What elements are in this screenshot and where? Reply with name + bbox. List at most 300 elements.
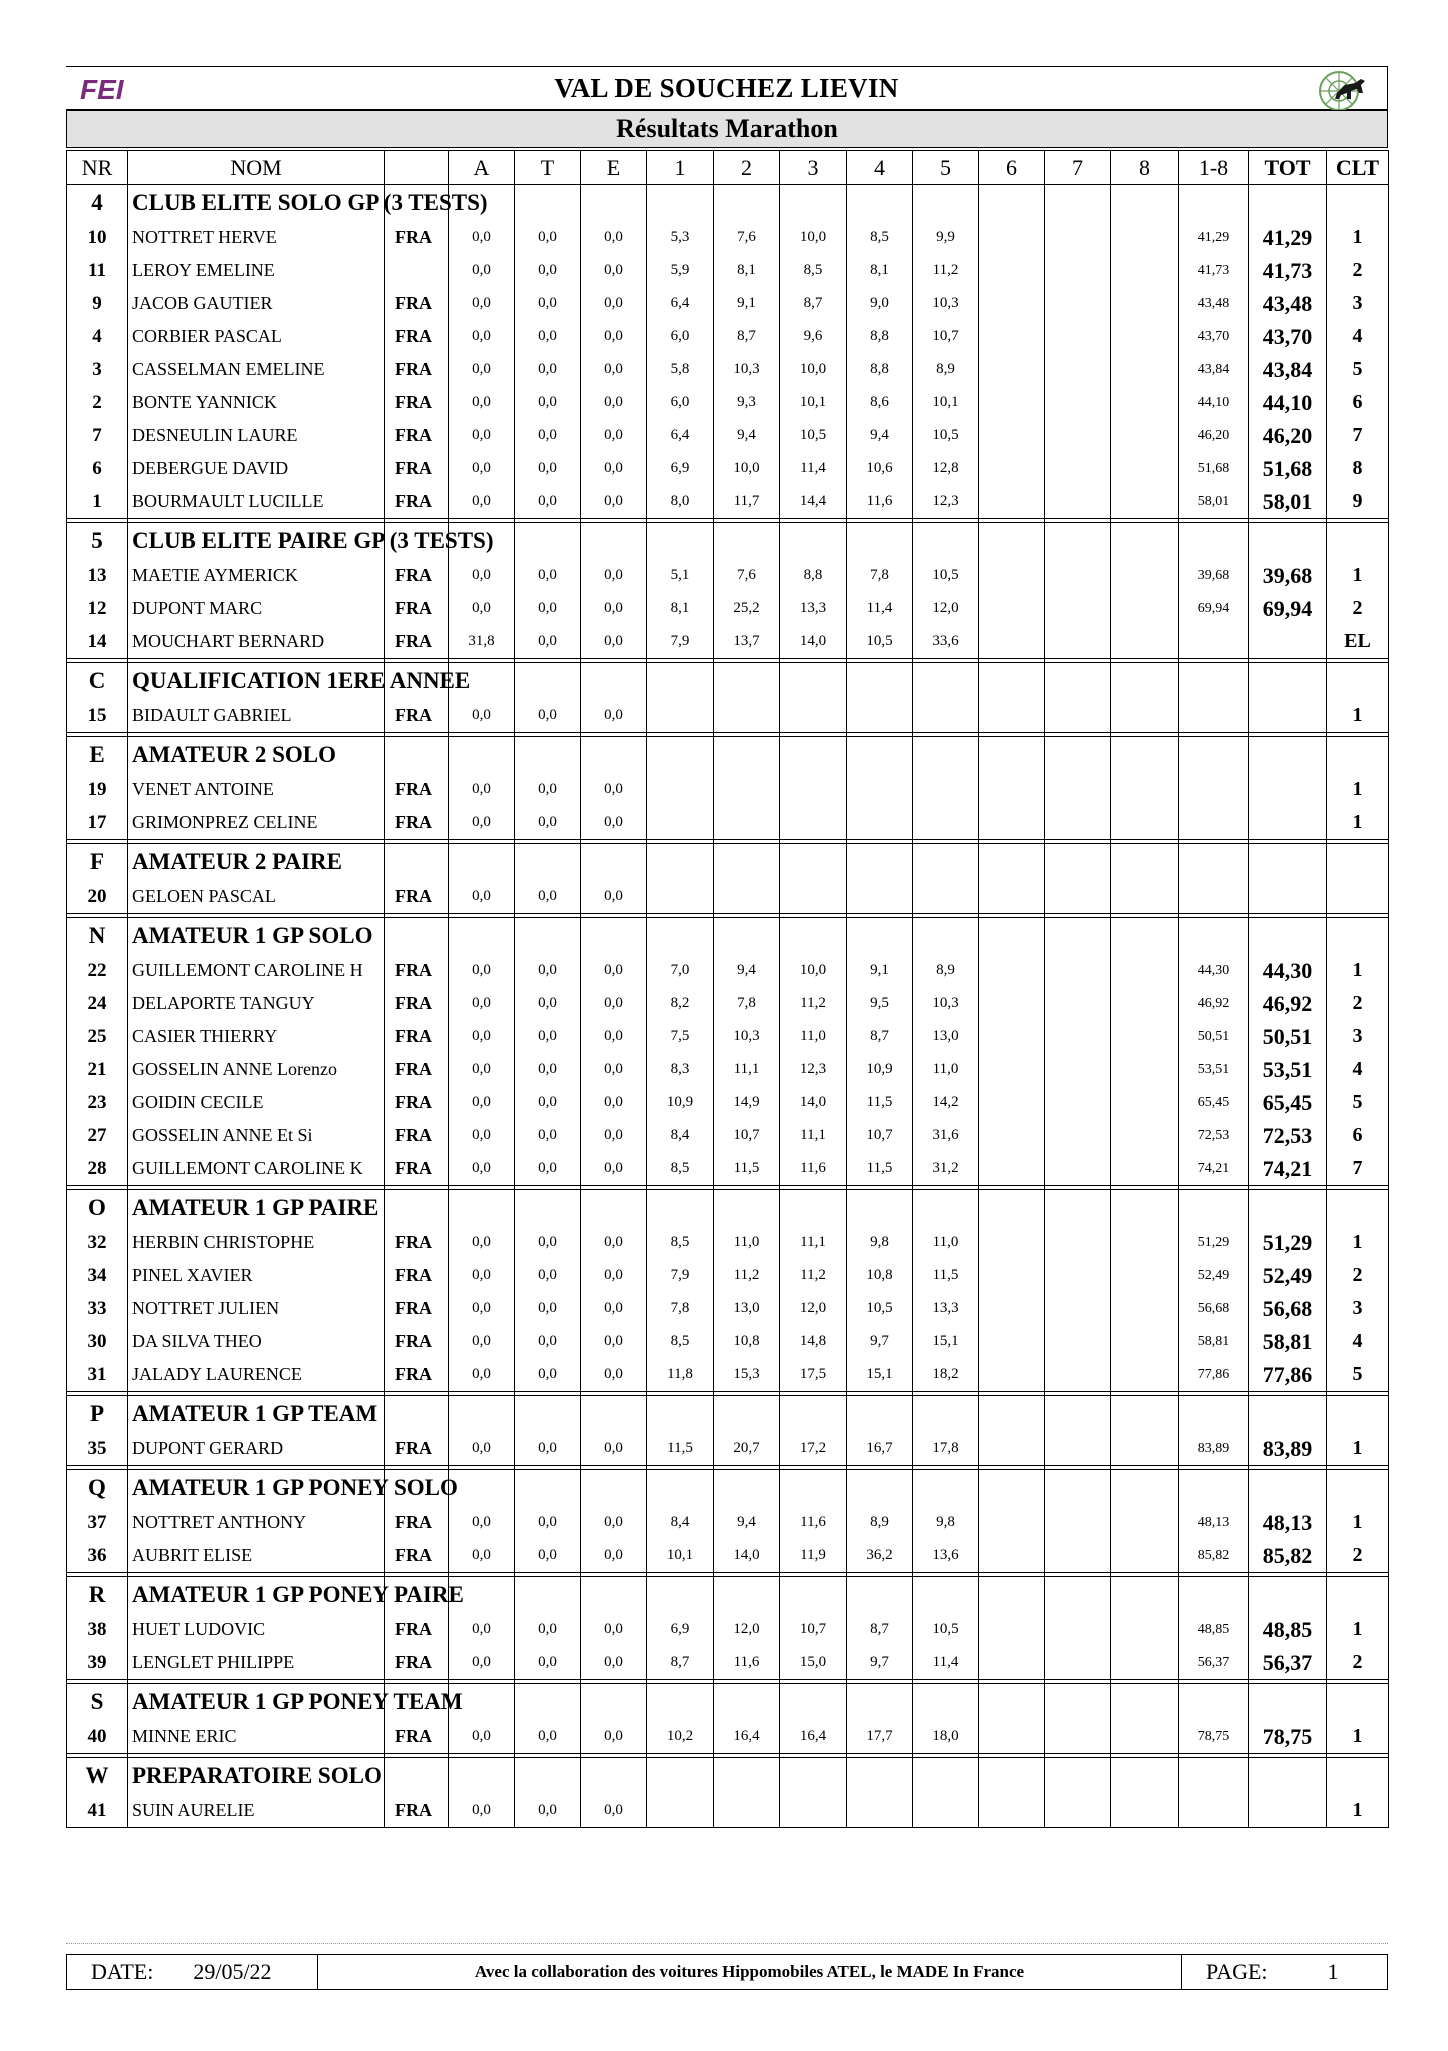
obstacles-subtotal: 83,89 [1179,1432,1249,1466]
empty-cell [1249,663,1327,700]
nationality: FRA [385,485,449,519]
competitor-number: 17 [67,806,128,840]
obstacle-1-score: 10,2 [647,1720,714,1754]
obstacle-6-score [979,1152,1045,1186]
total-score [1249,773,1327,806]
obstacle-3-score: 11,0 [780,1020,847,1053]
rank: 2 [1327,1539,1389,1573]
obstacle-7-score [1045,485,1111,519]
obstacle-6-score [979,954,1045,987]
total-score: 83,89 [1249,1432,1327,1466]
category-row [67,185,1389,222]
penalty-e: 0,0 [581,1720,647,1754]
obstacle-3-score: 15,0 [780,1646,847,1680]
obstacle-3-score [780,699,847,733]
obstacles-subtotal: 51,29 [1179,1226,1249,1259]
footer-credit: Avec la collaboration des voitures Hippomobiles ATEL, le MADE In France [318,1955,1182,1989]
penalty-t: 0,0 [515,1152,581,1186]
obstacle-5-score: 18,0 [913,1720,979,1754]
empty-cell [1179,1190,1249,1227]
obstacle-4-score [847,773,913,806]
obstacle-5-score: 11,5 [913,1259,979,1292]
penalty-t: 0,0 [515,1506,581,1539]
obstacle-1-score [647,880,714,914]
competitor-number: 9 [67,287,128,320]
obstacle-8-score [1111,559,1179,592]
empty-cell [1179,1684,1249,1721]
empty-cell [1179,1758,1249,1795]
obstacle-6-score [979,1119,1045,1152]
obstacle-6-score [979,699,1045,733]
category-row [67,1396,1389,1433]
obstacle-1-score: 6,9 [647,1613,714,1646]
obstacle-5-score: 11,0 [913,1053,979,1086]
category-code: F [67,844,128,881]
total-score [1249,880,1327,914]
total-score: 52,49 [1249,1259,1327,1292]
rank: 6 [1327,386,1389,419]
obstacle-7-score [1045,1325,1111,1358]
total-score: 43,84 [1249,353,1327,386]
nationality: FRA [385,880,449,914]
obstacle-6-score [979,1613,1045,1646]
category-name-cell [128,844,385,881]
obstacle-2-score: 14,0 [714,1539,780,1573]
empty-cell [847,918,913,955]
obstacle-3-score: 10,5 [780,419,847,452]
nationality: FRA [385,806,449,840]
category-row [67,844,1389,881]
obstacle-8-score [1111,1325,1179,1358]
obstacle-2-score [714,699,780,733]
category-name: AMATEUR 1 GP PONEY TEAM [132,1689,463,1714]
empty-cell [1327,1684,1389,1721]
obstacle-2-score: 10,3 [714,1020,780,1053]
obstacle-3-score [780,1794,847,1828]
empty-cell [1045,1758,1111,1795]
competitor-name: CASIER THIERRY [128,1020,385,1053]
competitor-name: JALADY LAURENCE [128,1358,385,1392]
obstacle-2-score [714,1794,780,1828]
obstacle-6-score [979,452,1045,485]
penalty-e: 0,0 [581,320,647,353]
obstacles-subtotal: 85,82 [1179,1539,1249,1573]
empty-cell [1179,185,1249,222]
obstacle-5-score: 17,8 [913,1432,979,1466]
table-header-row [67,151,1389,185]
rank: 8 [1327,452,1389,485]
obstacle-8-score [1111,1020,1179,1053]
obstacle-7-score [1045,954,1111,987]
empty-cell [449,1470,515,1507]
empty-cell [647,523,714,560]
penalty-a: 0,0 [449,1053,515,1086]
obstacle-8-score [1111,1720,1179,1754]
competitor-number: 14 [67,625,128,659]
empty-cell [913,1577,979,1614]
total-score [1249,1794,1327,1828]
obstacle-4-score: 10,9 [847,1053,913,1086]
obstacle-1-score: 10,1 [647,1539,714,1573]
obstacle-4-score: 11,5 [847,1152,913,1186]
obstacle-5-score: 9,9 [913,221,979,254]
obstacle-2-score: 25,2 [714,592,780,625]
obstacle-7-score [1045,1539,1111,1573]
competitor-name: GOSSELIN ANNE Lorenzo [128,1053,385,1086]
obstacles-subtotal: 43,70 [1179,320,1249,353]
empty-cell [647,1190,714,1227]
obstacle-1-score: 6,0 [647,320,714,353]
empty-cell [1327,737,1389,774]
empty-cell [581,737,647,774]
nationality: FRA [385,419,449,452]
column-header: 2 [714,151,780,185]
total-score: 53,51 [1249,1053,1327,1086]
rank: 1 [1327,221,1389,254]
obstacle-2-score: 7,6 [714,559,780,592]
obstacle-8-score [1111,419,1179,452]
empty-cell [1111,1470,1179,1507]
empty-cell [1327,1470,1389,1507]
obstacle-5-score: 11,2 [913,254,979,287]
nationality: FRA [385,625,449,659]
obstacle-6-score [979,1259,1045,1292]
empty-cell [913,663,979,700]
obstacle-7-score [1045,287,1111,320]
competitor-number: 32 [67,1226,128,1259]
empty-cell [714,1577,780,1614]
obstacle-3-score: 14,0 [780,1086,847,1119]
category-code: Q [67,1470,128,1507]
nationality: FRA [385,1720,449,1754]
total-score: 43,48 [1249,287,1327,320]
obstacle-2-score: 9,4 [714,954,780,987]
empty-cell [581,1684,647,1721]
penalty-t: 0,0 [515,1053,581,1086]
obstacle-8-score [1111,592,1179,625]
obstacles-subtotal: 44,30 [1179,954,1249,987]
penalty-a: 0,0 [449,1226,515,1259]
obstacle-3-score: 10,1 [780,386,847,419]
obstacle-2-score: 9,4 [714,419,780,452]
obstacle-2-score: 7,8 [714,987,780,1020]
category-code: N [67,918,128,955]
competitor-number: 38 [67,1613,128,1646]
category-name-cell [128,1577,464,1614]
obstacle-8-score [1111,1506,1179,1539]
obstacle-5-score: 13,3 [913,1292,979,1325]
obstacles-subtotal [1179,773,1249,806]
category-row [67,1190,1389,1227]
column-header: 7 [1045,151,1111,185]
empty-cell [1045,1577,1111,1614]
empty-cell [581,1190,647,1227]
total-score: 48,85 [1249,1613,1327,1646]
empty-cell [1327,844,1389,881]
empty-cell [913,844,979,881]
obstacle-4-score: 8,6 [847,386,913,419]
penalty-t: 0,0 [515,1432,581,1466]
nationality [385,254,449,287]
obstacle-1-score: 8,4 [647,1506,714,1539]
obstacle-4-score [847,699,913,733]
table-row [67,699,1389,733]
penalty-t: 0,0 [515,1292,581,1325]
obstacle-6-score [979,419,1045,452]
table-row [67,1506,1389,1539]
competitor-name: MAETIE AYMERICK [128,559,385,592]
obstacle-5-score: 12,0 [913,592,979,625]
competitor-number: 24 [67,987,128,1020]
penalty-e: 0,0 [581,1259,647,1292]
penalty-t: 0,0 [515,221,581,254]
penalty-t: 0,0 [515,987,581,1020]
category-name: CLUB ELITE SOLO GP (3 TESTS) [132,190,488,215]
obstacle-6-score [979,987,1045,1020]
empty-cell [847,185,913,222]
obstacle-5-score: 13,0 [913,1020,979,1053]
obstacle-8-score [1111,1119,1179,1152]
obstacle-8-score [1111,1613,1179,1646]
empty-cell [714,185,780,222]
empty-cell [1111,523,1179,560]
competitor-number: 1 [67,485,128,519]
rank: 3 [1327,1020,1389,1053]
empty-cell [1249,737,1327,774]
obstacle-7-score [1045,386,1111,419]
category-code: C [67,663,128,700]
empty-cell [913,185,979,222]
penalty-a: 0,0 [449,1720,515,1754]
obstacle-4-score: 11,5 [847,1086,913,1119]
table-row [67,1432,1389,1466]
obstacle-1-score: 8,0 [647,485,714,519]
empty-cell [714,523,780,560]
empty-cell [647,1684,714,1721]
rank: 1 [1327,773,1389,806]
penalty-a: 0,0 [449,419,515,452]
obstacle-1-score [647,1794,714,1828]
total-score: 44,10 [1249,386,1327,419]
empty-cell [979,1396,1045,1433]
competitor-number: 37 [67,1506,128,1539]
empty-cell [780,1684,847,1721]
obstacles-subtotal [1179,699,1249,733]
empty-cell [515,918,581,955]
obstacle-7-score [1045,1226,1111,1259]
penalty-t: 0,0 [515,1086,581,1119]
empty-cell [1111,1758,1179,1795]
competitor-name: HERBIN CHRISTOPHE [128,1226,385,1259]
total-score: 77,86 [1249,1358,1327,1392]
competitor-number: 34 [67,1259,128,1292]
obstacles-subtotal: 56,37 [1179,1646,1249,1680]
empty-cell [979,1190,1045,1227]
obstacle-2-score [714,773,780,806]
obstacle-1-score: 7,8 [647,1292,714,1325]
total-score: 46,20 [1249,419,1327,452]
obstacle-8-score [1111,1646,1179,1680]
event-title: VAL DE SOUCHEZ LIEVIN [554,73,899,103]
obstacle-7-score [1045,1794,1111,1828]
nationality: FRA [385,1086,449,1119]
competitor-number: 22 [67,954,128,987]
obstacle-4-score: 9,1 [847,954,913,987]
obstacle-3-score: 14,4 [780,485,847,519]
penalty-e: 0,0 [581,1358,647,1392]
penalty-t: 0,0 [515,485,581,519]
competitor-name: DELAPORTE TANGUY [128,987,385,1020]
obstacle-6-score [979,625,1045,659]
obstacle-8-score [1111,1292,1179,1325]
empty-cell [449,1396,515,1433]
nationality: FRA [385,1506,449,1539]
column-header: 1 [647,151,714,185]
table-row [67,1325,1389,1358]
obstacle-4-score: 10,5 [847,625,913,659]
table-row [67,320,1389,353]
obstacle-5-score: 10,5 [913,559,979,592]
obstacle-6-score [979,1794,1045,1828]
obstacle-7-score [1045,1432,1111,1466]
obstacle-1-score: 8,4 [647,1119,714,1152]
obstacle-4-score: 10,7 [847,1119,913,1152]
competitor-name: LEROY EMELINE [128,254,385,287]
penalty-e: 0,0 [581,386,647,419]
penalty-a: 0,0 [449,1794,515,1828]
empty-cell [647,737,714,774]
obstacle-6-score [979,353,1045,386]
obstacles-subtotal: 46,20 [1179,419,1249,452]
empty-cell [847,663,913,700]
obstacle-3-score: 11,2 [780,987,847,1020]
obstacle-3-score: 10,0 [780,353,847,386]
obstacle-1-score: 6,0 [647,386,714,419]
penalty-t: 0,0 [515,386,581,419]
obstacle-8-score [1111,954,1179,987]
obstacle-6-score [979,559,1045,592]
empty-cell [913,1396,979,1433]
obstacle-8-score [1111,1086,1179,1119]
obstacles-subtotal [1179,1794,1249,1828]
category-row [67,1470,1389,1507]
empty-cell [1249,523,1327,560]
rank: 5 [1327,353,1389,386]
total-score: 46,92 [1249,987,1327,1020]
empty-cell [515,523,581,560]
obstacle-2-score [714,880,780,914]
nationality: FRA [385,1358,449,1392]
penalty-t: 0,0 [515,254,581,287]
rank: 1 [1327,559,1389,592]
penalty-e: 0,0 [581,287,647,320]
obstacles-subtotal: 65,45 [1179,1086,1249,1119]
obstacle-2-score: 11,0 [714,1226,780,1259]
empty-cell [714,663,780,700]
obstacle-1-score: 11,5 [647,1432,714,1466]
table-row [67,1259,1389,1292]
rank: 2 [1327,987,1389,1020]
category-code: E [67,737,128,774]
obstacles-subtotal: 43,48 [1179,287,1249,320]
competitor-name: VENET ANTOINE [128,773,385,806]
empty-cell [581,1577,647,1614]
obstacle-6-score [979,485,1045,519]
competitor-name: MINNE ERIC [128,1720,385,1754]
empty-cell [1327,1577,1389,1614]
obstacle-1-score: 11,8 [647,1358,714,1392]
obstacle-2-score: 10,3 [714,353,780,386]
empty-cell [979,663,1045,700]
empty-cell [1179,663,1249,700]
empty-cell [581,1758,647,1795]
empty-cell [780,737,847,774]
rank: 9 [1327,485,1389,519]
nationality: FRA [385,1152,449,1186]
total-score [1249,625,1327,659]
obstacles-subtotal: 41,73 [1179,254,1249,287]
nationality: FRA [385,1259,449,1292]
obstacle-1-score: 6,9 [647,452,714,485]
obstacle-1-score [647,806,714,840]
obstacle-2-score [714,806,780,840]
obstacle-2-score: 13,7 [714,625,780,659]
competitor-name: GOIDIN CECILE [128,1086,385,1119]
empty-cell [1111,737,1179,774]
empty-cell [1249,1190,1327,1227]
obstacle-7-score [1045,254,1111,287]
empty-cell [780,663,847,700]
rank: 7 [1327,1152,1389,1186]
competitor-name: DEBERGUE DAVID [128,452,385,485]
penalty-a: 0,0 [449,880,515,914]
obstacles-subtotal: 46,92 [1179,987,1249,1020]
empty-cell [1249,1396,1327,1433]
obstacle-2-score: 8,1 [714,254,780,287]
obstacle-5-score: 14,2 [913,1086,979,1119]
obstacle-7-score [1045,1053,1111,1086]
total-score: 58,81 [1249,1325,1327,1358]
obstacle-7-score [1045,806,1111,840]
empty-cell [780,1758,847,1795]
obstacle-8-score [1111,1226,1179,1259]
obstacle-3-score: 10,0 [780,221,847,254]
obstacle-5-score [913,699,979,733]
obstacle-8-score [1111,1432,1179,1466]
category-name-cell [128,1684,463,1721]
obstacle-5-score: 10,5 [913,1613,979,1646]
penalty-a: 0,0 [449,954,515,987]
competitor-number: 10 [67,221,128,254]
empty-cell [581,844,647,881]
obstacles-subtotal: 50,51 [1179,1020,1249,1053]
column-header: 6 [979,151,1045,185]
penalty-t: 0,0 [515,625,581,659]
penalty-a: 0,0 [449,254,515,287]
nationality: FRA [385,1020,449,1053]
table-row [67,1086,1389,1119]
empty-cell [647,1470,714,1507]
obstacle-8-score [1111,1358,1179,1392]
obstacle-1-score: 5,8 [647,353,714,386]
empty-cell [979,1470,1045,1507]
empty-cell [1179,918,1249,955]
obstacle-6-score [979,1432,1045,1466]
empty-cell [1045,1190,1111,1227]
empty-cell [979,185,1045,222]
obstacle-7-score [1045,880,1111,914]
penalty-t: 0,0 [515,1325,581,1358]
